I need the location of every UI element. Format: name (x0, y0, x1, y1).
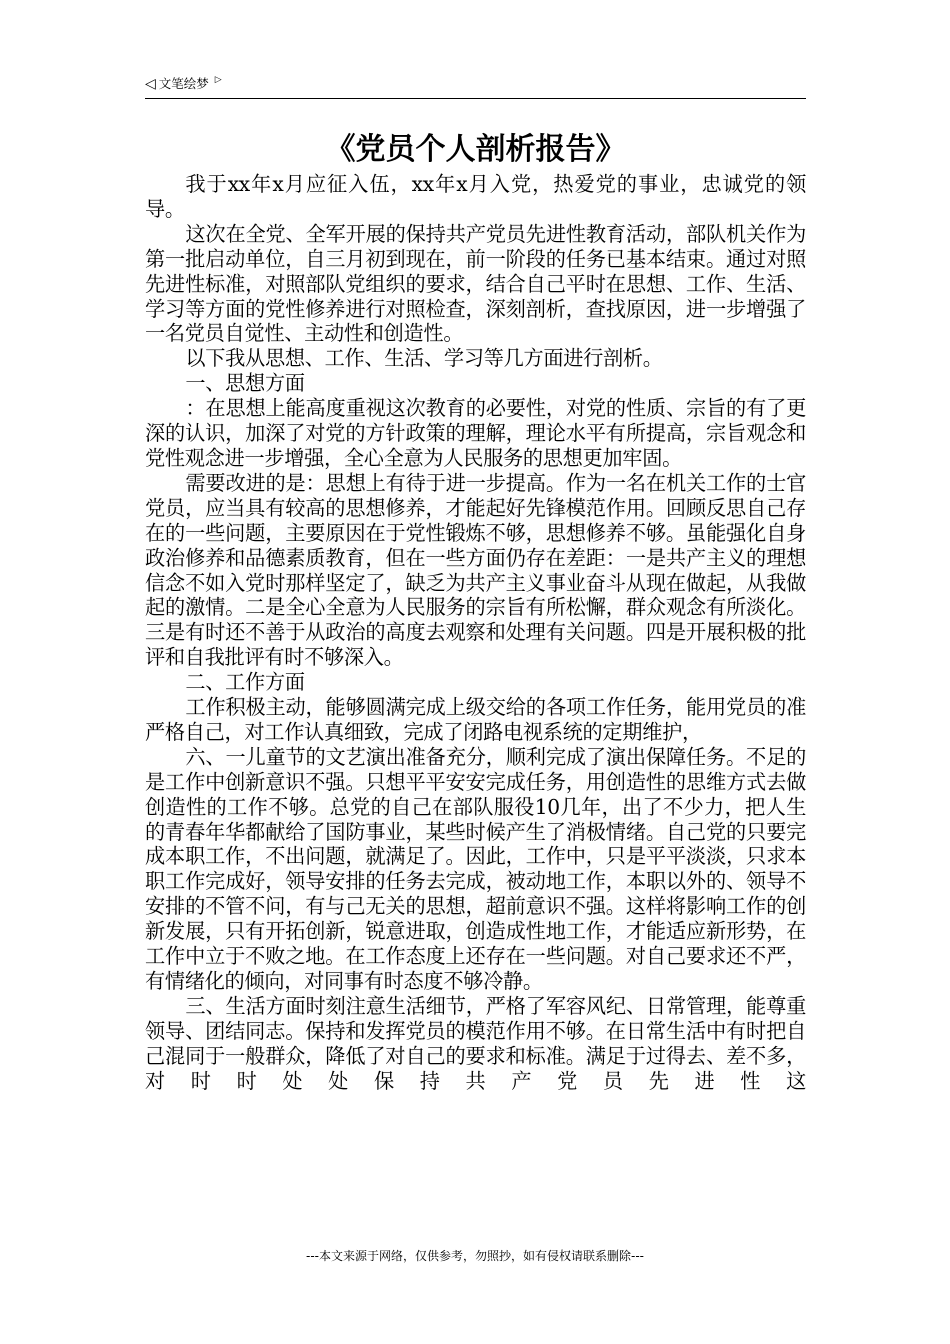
paragraph-intro: 我于xx年x月应征入伍，xx年x月入党，热爱党的事业，忠诚党的领导。 (145, 172, 806, 221)
document-body (145, 172, 806, 1094)
section-heading-thought: 一、思想方面 (185, 371, 305, 396)
triangle-left-icon: ◁ (145, 76, 156, 92)
paragraph-thought-improvements: 需要改进的是：思想上有待于进一步提高。作为一名在机关工作的士官党员，应当具有较高的思想修养，才能起好先锋模范作用。回顾反思自己存在的一些问题，主要原因在于党性锻炼不够，思想修养不够。虽能强化自身政治修养和品德素质教育，但在一些方面仍存在差距：一是共产主义的理想信念不如入党时那样坚定了，缺乏为共产主义事业奋斗从现在做起，从我做起的激情。二是全心全意为人民服务的宗旨有所松懈，群众观念有所淡化。三是有时还不善于从政治的高度去观察和处理有关问题。四是开展积极的批评和自我批评有时不够深入。 (145, 470, 806, 670)
paragraph-activity: 这次在全党、全军开展的保持共产党员先进性教育活动，部队机关作为第一批启动单位，自三月初到现在，前一阶段的任务已基本结束。通过对照先进性标准，对照部队党组织的要求，结合自己平时在思想、工作、生活、学习等方面的党性修养进行对照检查，深刻剖析，查找原因，进一步增强了一名党员自觉性、主动性和创造性。 (145, 221, 806, 346)
paragraph-work-shortcomings: 六、一儿童节的文艺演出准备充分，顺利完成了演出保障任务。不足的是工作中创新意识不强。只想平平安安完成任务，用创造性的思维方式去做创造性的工作不够。总党的自己在部队服役10几年，出了不少力，把人生的青春年华都献给了国防事业，某些时候产生了消极情绪。自己党的只要完成本职工作，不出问题，就满足了。因此，工作中，只是平平淡淡，只求本职工作完成好，领导安排的任务去完成，被动地工作，本职以外的、领导不安排的不管不问，有与己无关的思想，超前意识不强。这样将影响工作的创新发展，只有开拓创新，锐意进取，创造成性地工作，才能适应新形势，在工作中立于不败之地。在工作态度上还存在一些问题。对自己要求还不严，有情绪化的倾向，对同事有时态度不够冷静。 (145, 744, 806, 993)
paragraph-thought-strengths: ：在思想上能高度重视这次教育的必要性，对党的性质、宗旨的有了更深的认识，加深了对党的方针政策的理解，理论水平有所提高，宗旨观念和党性观念进一步增强，全心全意为人民服务的思想更加牢固。 (145, 396, 806, 470)
paragraph-work-strengths: 工作积极主动，能够圆满完成上级交给的各项工作任务，能用党员的准严格自己，对工作认真细致，完成了闭路电视系统的定期维护， (145, 695, 806, 744)
paragraph-life: 三、生活方面时刻注意生活细节，严格了军容风纪、日常管理，能尊重领导、团结同志。保持和发挥党员的模范作用不够。在日常生活中有时把自己混同于一般群众，降低了对自己的要求和标准。满足于过得去、差不多，对时时处处保持共产党员先进性这 (145, 993, 806, 1093)
brand-name: 文笔绘梦 (158, 76, 209, 91)
page-header (145, 74, 806, 99)
section-heading-work: 二、工作方面 (185, 670, 305, 695)
triangle-right-icon: ▷ (214, 75, 222, 85)
brand-mark (145, 76, 222, 92)
paragraph-outline: 以下我从思想、工作、生活、学习等几方面进行剖析。 (185, 346, 663, 371)
footer-notice: ---本文来源于网络，仅供参考，勿照抄，如有侵权请联系删除--- (306, 1249, 644, 1263)
document-title: 《党员个人剖析报告》 (325, 132, 626, 167)
